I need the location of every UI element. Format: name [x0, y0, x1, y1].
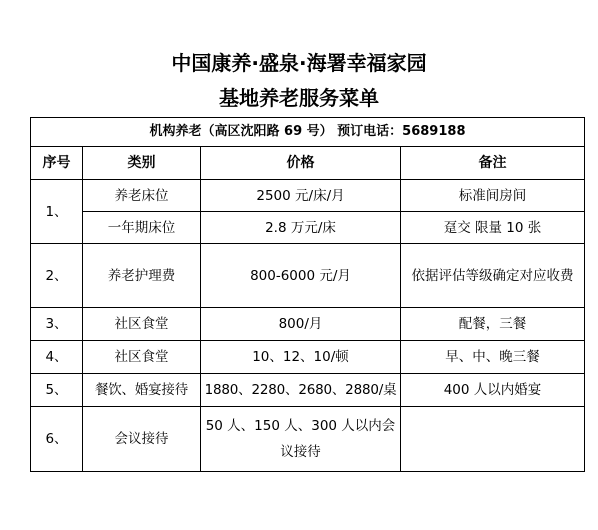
row-price: 10、12、10/顿 [201, 341, 401, 374]
institution-info: 机构养老（高区沈阳路 69 号） 预订电话：5689188 [31, 118, 585, 147]
row-number: 2、 [31, 244, 83, 308]
row-price: 800-6000 元/月 [201, 244, 401, 308]
row-number: 3、 [31, 308, 83, 341]
row-number: 5、 [31, 374, 83, 407]
service-menu-table [30, 117, 585, 472]
row-number: 4、 [31, 341, 83, 374]
row-category: 社区食堂 [83, 341, 201, 374]
row-category: 养老床位 [83, 180, 201, 212]
row-price: 800/月 [201, 308, 401, 341]
table-row [31, 212, 585, 244]
table-row [31, 244, 585, 308]
row-number: 6、 [31, 407, 83, 472]
row-note: 400 人以内婚宴 [401, 374, 585, 407]
row-category: 会议接待 [83, 407, 201, 472]
row-category: 餐饮、婚宴接待 [83, 374, 201, 407]
page-title: 中国康养·盛泉·海署幸福家园 [171, 51, 427, 75]
row-price: 50 人、150 人、300 人以内会议接待 [201, 407, 401, 472]
row-note: 标准间房间 [401, 180, 585, 212]
row-price: 2.8 万元/床 [201, 212, 401, 244]
header-price: 价格 [201, 147, 401, 180]
row-number: 1、 [31, 180, 83, 244]
header-note: 备注 [401, 147, 585, 180]
row-price: 1880、2280、2680、2880/桌 [201, 374, 401, 407]
table-header-row [31, 147, 585, 180]
table-row [31, 341, 585, 374]
row-note: 依据评估等级确定对应收费 [401, 244, 585, 308]
row-category: 养老护理费 [83, 244, 201, 308]
table-row [31, 374, 585, 407]
row-note: 配餐，三餐 [401, 308, 585, 341]
row-note [401, 407, 585, 472]
page-subtitle: 基地养老服务菜单 [219, 86, 379, 110]
table-row [31, 180, 585, 212]
header-category: 类别 [83, 147, 201, 180]
table-row [31, 407, 585, 472]
row-note: 早、中、晚三餐 [401, 341, 585, 374]
row-price: 2500 元/床/月 [201, 180, 401, 212]
row-note: 趸交 限量 10 张 [401, 212, 585, 244]
header-number: 序号 [31, 147, 83, 180]
table-row [31, 308, 585, 341]
row-category: 一年期床位 [83, 212, 201, 244]
row-category: 社区食堂 [83, 308, 201, 341]
